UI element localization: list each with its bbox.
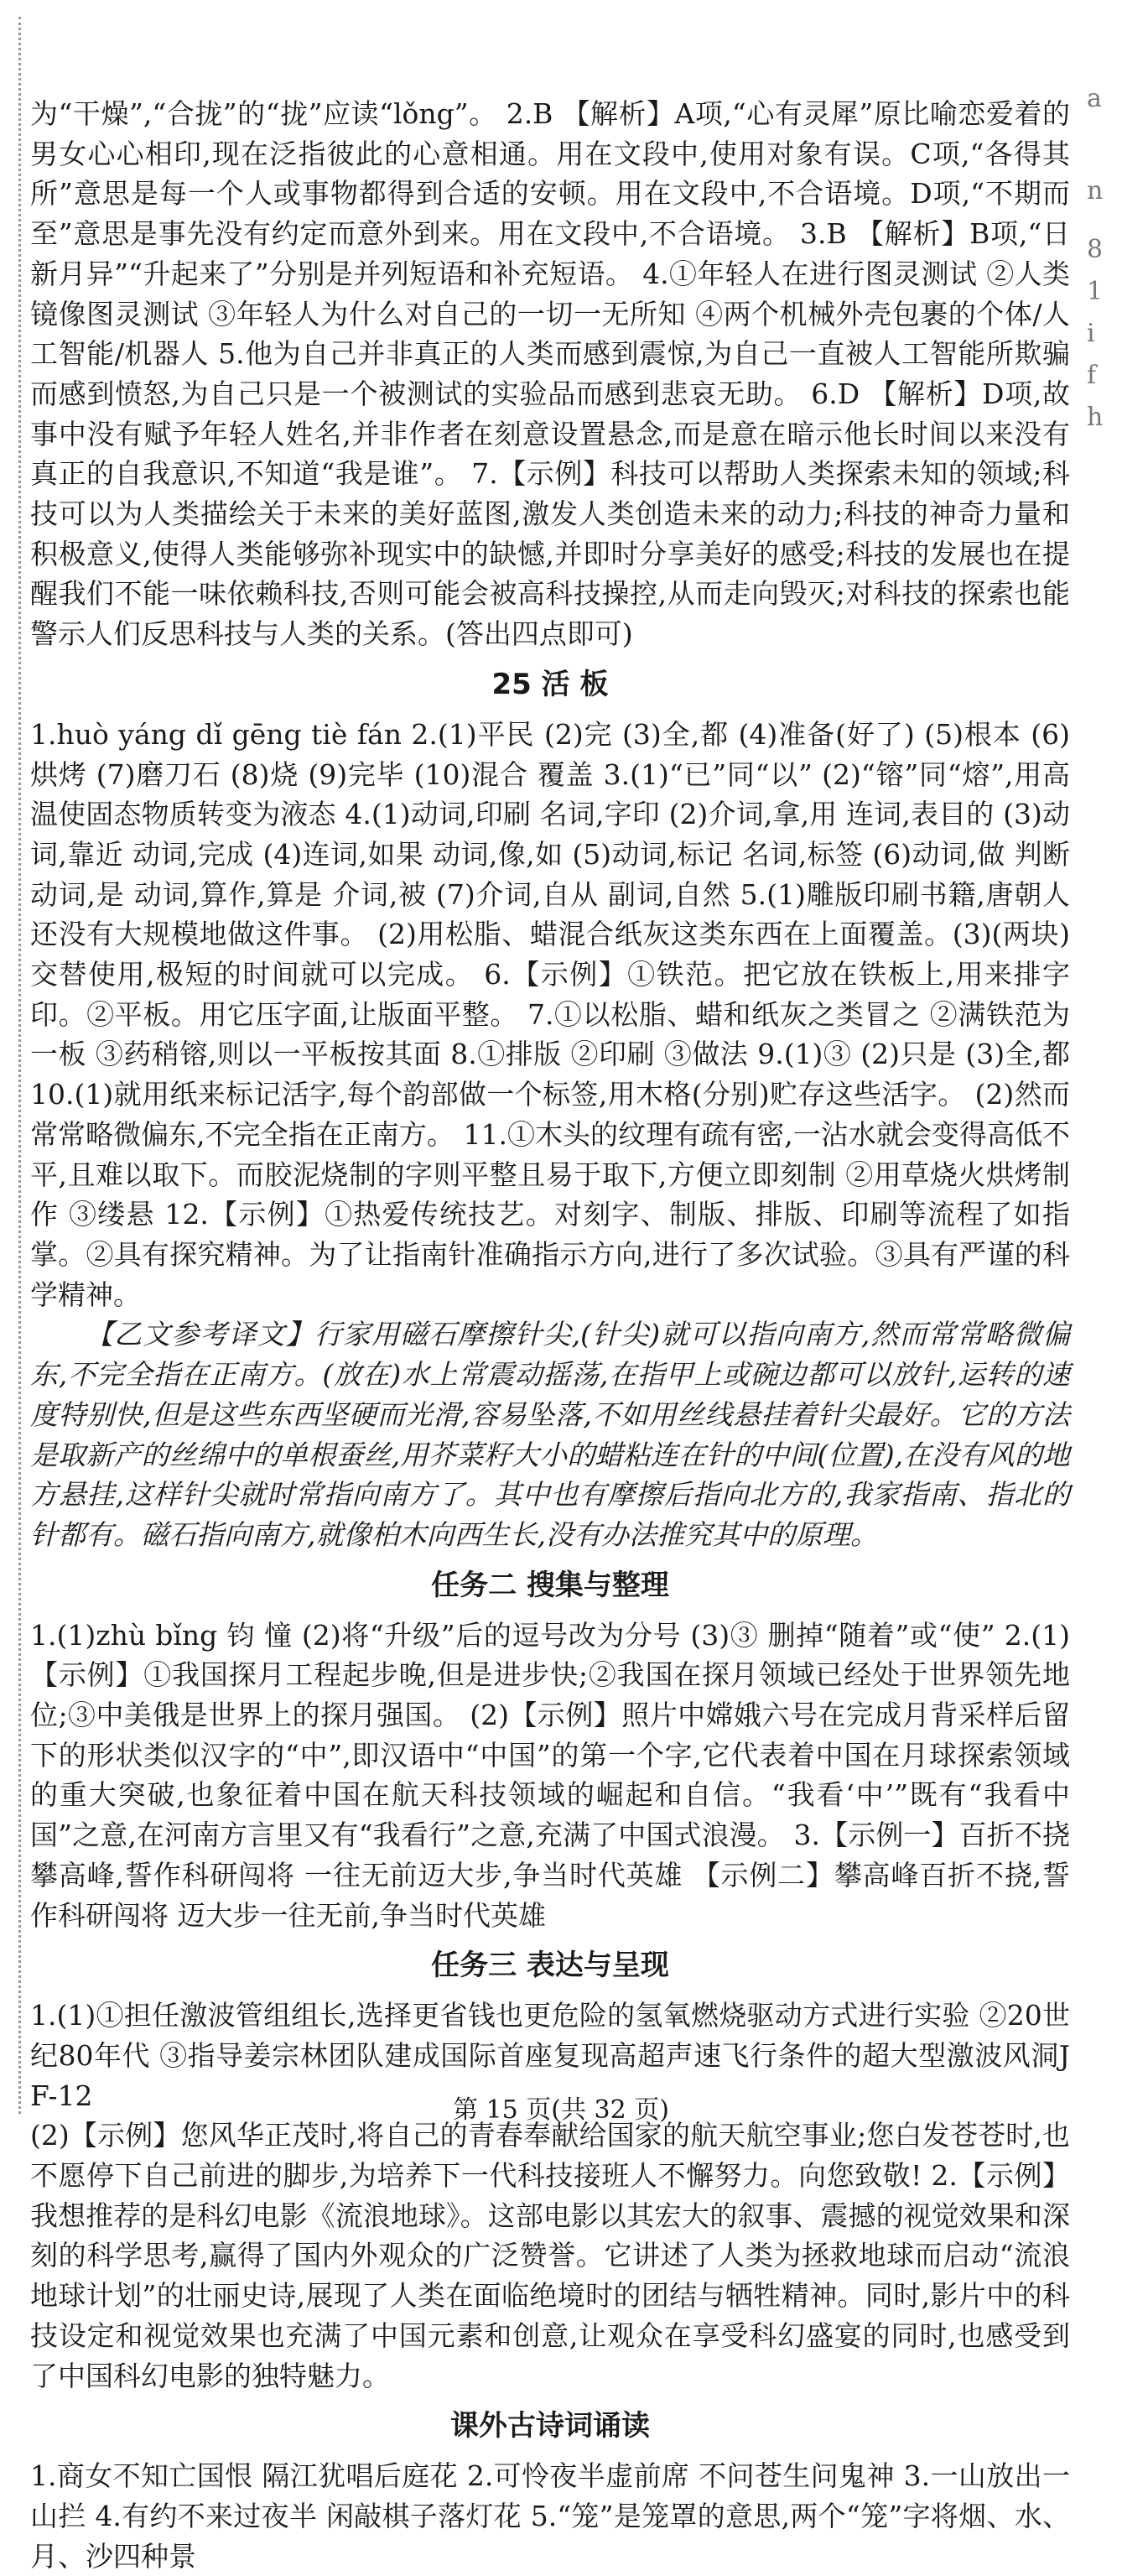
edge-char: h [1087,403,1104,432]
task-2-answers: 1.(1)zhù bǐng 钧 憧 (2)将“升级”后的逗号改为分号 (3)③ 删掉“随着”或“使” 2.(1)【示例】①我国探月工程起步晚,但是进步快;②我国在探月领域已经处于世界领先地位;③中美俄是世界上的探月强国。 (2)【示例】照片中嫦娥六号在完成月背采样后留下的形状类似汉字的“中”,即汉语中“中国”的第一个字,它代表着中国在月球探索领域的重大突破,也象征着中国在航天科技领域的崛起和自信。“我看‘中’”既有“我看中国”之意,在河南方言里又有“我看行”之意,充满了中国式浪漫。 3.【示例一】百折不挠攀高峰,誓作科研闯将 一往无前迈大步,争当时代英雄 【示例二】攀高峰百折不挠,誓作科研闯将 迈大步一往无前,争当时代英雄 [30,1618,1070,1932]
task-2-title: 任务二 搜集与整理 [431,1568,669,1602]
edge-char: 8 [1087,235,1104,264]
section-25-answers: 1.huò yáng dǐ gēng tiè fán 2.(1)平民 (2)完 (3)全,都 (4)准备(好了) (5)根本 (6)烘烤 (7)磨刀石 (8)烧 (9)完毕 (10)混合 覆盖 3.(1)“已”同“以” (2)“镕”同“熔”,用高温使固态物质转变为液态 4.(1)动词,印刷 名词,字印 (2)介词,拿,用 连词,表目的 (3)动词,靠近 动词,完成 (4)连词,如果 动词,像,如 (5)动词,标记 名词,标签 (6)动词,做 判断动词,是 动词,算作,算是 介词,被 (7)介词,自从 副词,自然 5.(1)雕版印刷书籍,唐朝人还没有大规模地做这件事。 (2)用松脂、蜡混合纸灰这类东西在上面覆盖。(3)(两块)交替使用,极短的时间就可以完成。 6.【示例】①铁范。把它放在铁板上,用来排字印。②平板。用它压字面,让版面平整。 7.①以松脂、蜡和纸灰之类冒之 ②满铁范为一板 ③药稍镕,则以一平板按其面 8.①排版 ②印刷 ③做法 9.(1)③ (2)只是 (3)全,都 10.(1)就用纸来标记活字,每个韵部做一个标签,用木格(分别)贮存这些活字。 (2)然而常常略微偏东,不完全指在正南方。 11.①木头的纹理有疏有密,一沾水就会变得高低不平,且难以取下。而胶泥烧制的字则平整且易于取下,方便立即刻制 ②用草烧火烘烤制作 ③缕悬 12.【示例】①热爱传统技艺。对刻字、制版、排版、印刷等流程了如指掌。②具有探究精神。为了让指南针准确指示方向,进行了多次试验。③具有严谨的科学精神。 [30,717,1070,1311]
section-25-title: 25 活 板 [491,667,609,701]
page-number: 第 15 页(共 32 页) [453,2095,669,2125]
binding-dotted-line [18,17,21,2114]
task-3-answers-1: 1.(1)①担任激波管组组长,选择更省钱也更危险的氢氧燃烧驱动方式进行实验 ②20世纪80年代 ③指导姜宗林团队建成国际首座复现高超声速飞行条件的超大型激波风洞JF-12 [30,1999,1070,2112]
edge-char: a [1087,84,1102,113]
edge-char: 1 [1087,277,1104,306]
poetry-answers: 1.商女不知亡国恨 隔江犹唱后庭花 2.可怜夜半虚前席 不问苍生问鬼神 3.一山放出一山拦 4.有约不来过夜半 闲敲棋子落灯花 5.“笼”是笼罩的意思,两个“笼”字将烟、水、月、沙四种景 [30,2459,1070,2573]
edge-char: f [1087,361,1097,390]
task-3-answers-2: (2)【示例】您风华正茂时,将自己的青春奉献给国家的航天航空事业;您白发苍苍时,也不愿停下自己前进的脚步,为培养下一代科技接班人不懈努力。向您致敬! 2.【示例】我想推荐的是科幻电影《流浪地球》。这部电影以其宏大的叙事、震撼的视觉效果和深刻的科学思考,赢得了国内外观众的广泛赞誉。它讲述了人类为拯救地球而启动“流浪地球计划”的壮丽史诗,展现了人类在面临绝境时的团结与牺牲精神。同时,影片中的科技设定和视觉效果也充满了中国元素和创意,让观众在享受科幻盛宴的同时,也感受到了中国科幻电影的独特魅力。 [30,2119,1070,2392]
task-3-title: 任务三 表达与呈现 [431,1949,669,1983]
edge-char: i [1087,319,1095,348]
answer-content [30,94,1070,2576]
intro-answers: 为“干燥”,“合拢”的“拢”应读“lǒng”。 2.B 【解析】A项,“心有灵犀”原比喻恋爱着的男女心心相印,现在泛指彼此的心意相通。用在文段中,使用对象有误。C项,“各得其所”意思是每一个人或事物都得到合适的安顿。用在文段中,不合语境。D项,“不期而至”意思是事先没有约定而意外到来。用在文段中,不合语境。 3.B 【解析】B项,“日新月异”“升起来了”分别是并列短语和补充短语。 4.①年轻人在进行图灵测试 ②人类镜像图灵测试 ③年轻人为什么对自己的一切一无所知 ④两个机械外壳包裹的个体/人工智能/机器人 5.他为自己并非真正的人类而感到震惊,为自己一直被人工智能所欺骗而感到愤怒,为自己只是一个被测试的实验品而感到悲哀无助。 6.D 【解析】D项,故事中没有赋予年轻人姓名,并非作者在刻意设置悬念,而是意在暗示他长时间以来没有真正的自我意识,不知道“我是谁”。 7.【示例】科技可以帮助人类探索未知的领域;科技可以为人类描绘关于未来的美好蓝图,激发人类创造未来的动力;科技的神奇力量和积极意义,使得人类能够弥补现实中的缺憾,并即时分享美好的感受;科技的发展也在提醒我们不能一味依赖科技,否则可能会被高科技操控,从而走向毁灭;对科技的探索也能警示人们反思科技与人类的关系。(答出四点即可) [30,97,1070,651]
edge-char: n [1087,176,1104,206]
adjacent-page-edge [1082,84,1122,2013]
section-25-translation: 【乙文参考译文】行家用磁石摩擦针尖,(针尖)就可以指向南方,然而常常略微偏东,不完全指在正南方。(放在)水上常震动摇荡,在指甲上或碗边都可以放针,运转的速度特别快,但是这些东西坚硬而光滑,容易坠落,不如用丝线悬挂着针尖最好。它的方法是取新产的丝绵中的单根蚕丝,用芥菜籽大小的蜡粘连在针的中间(位置),在没有风的地方悬挂,这样针尖就时常指向南方了。其中也有摩擦后指向北方的,我家指南、指北的针都有。磁石指向南方,就像柏木向西生长,没有办法推究其中的原理。 [30,1318,1070,1551]
poetry-title: 课外古诗词诵读 [450,2409,650,2443]
